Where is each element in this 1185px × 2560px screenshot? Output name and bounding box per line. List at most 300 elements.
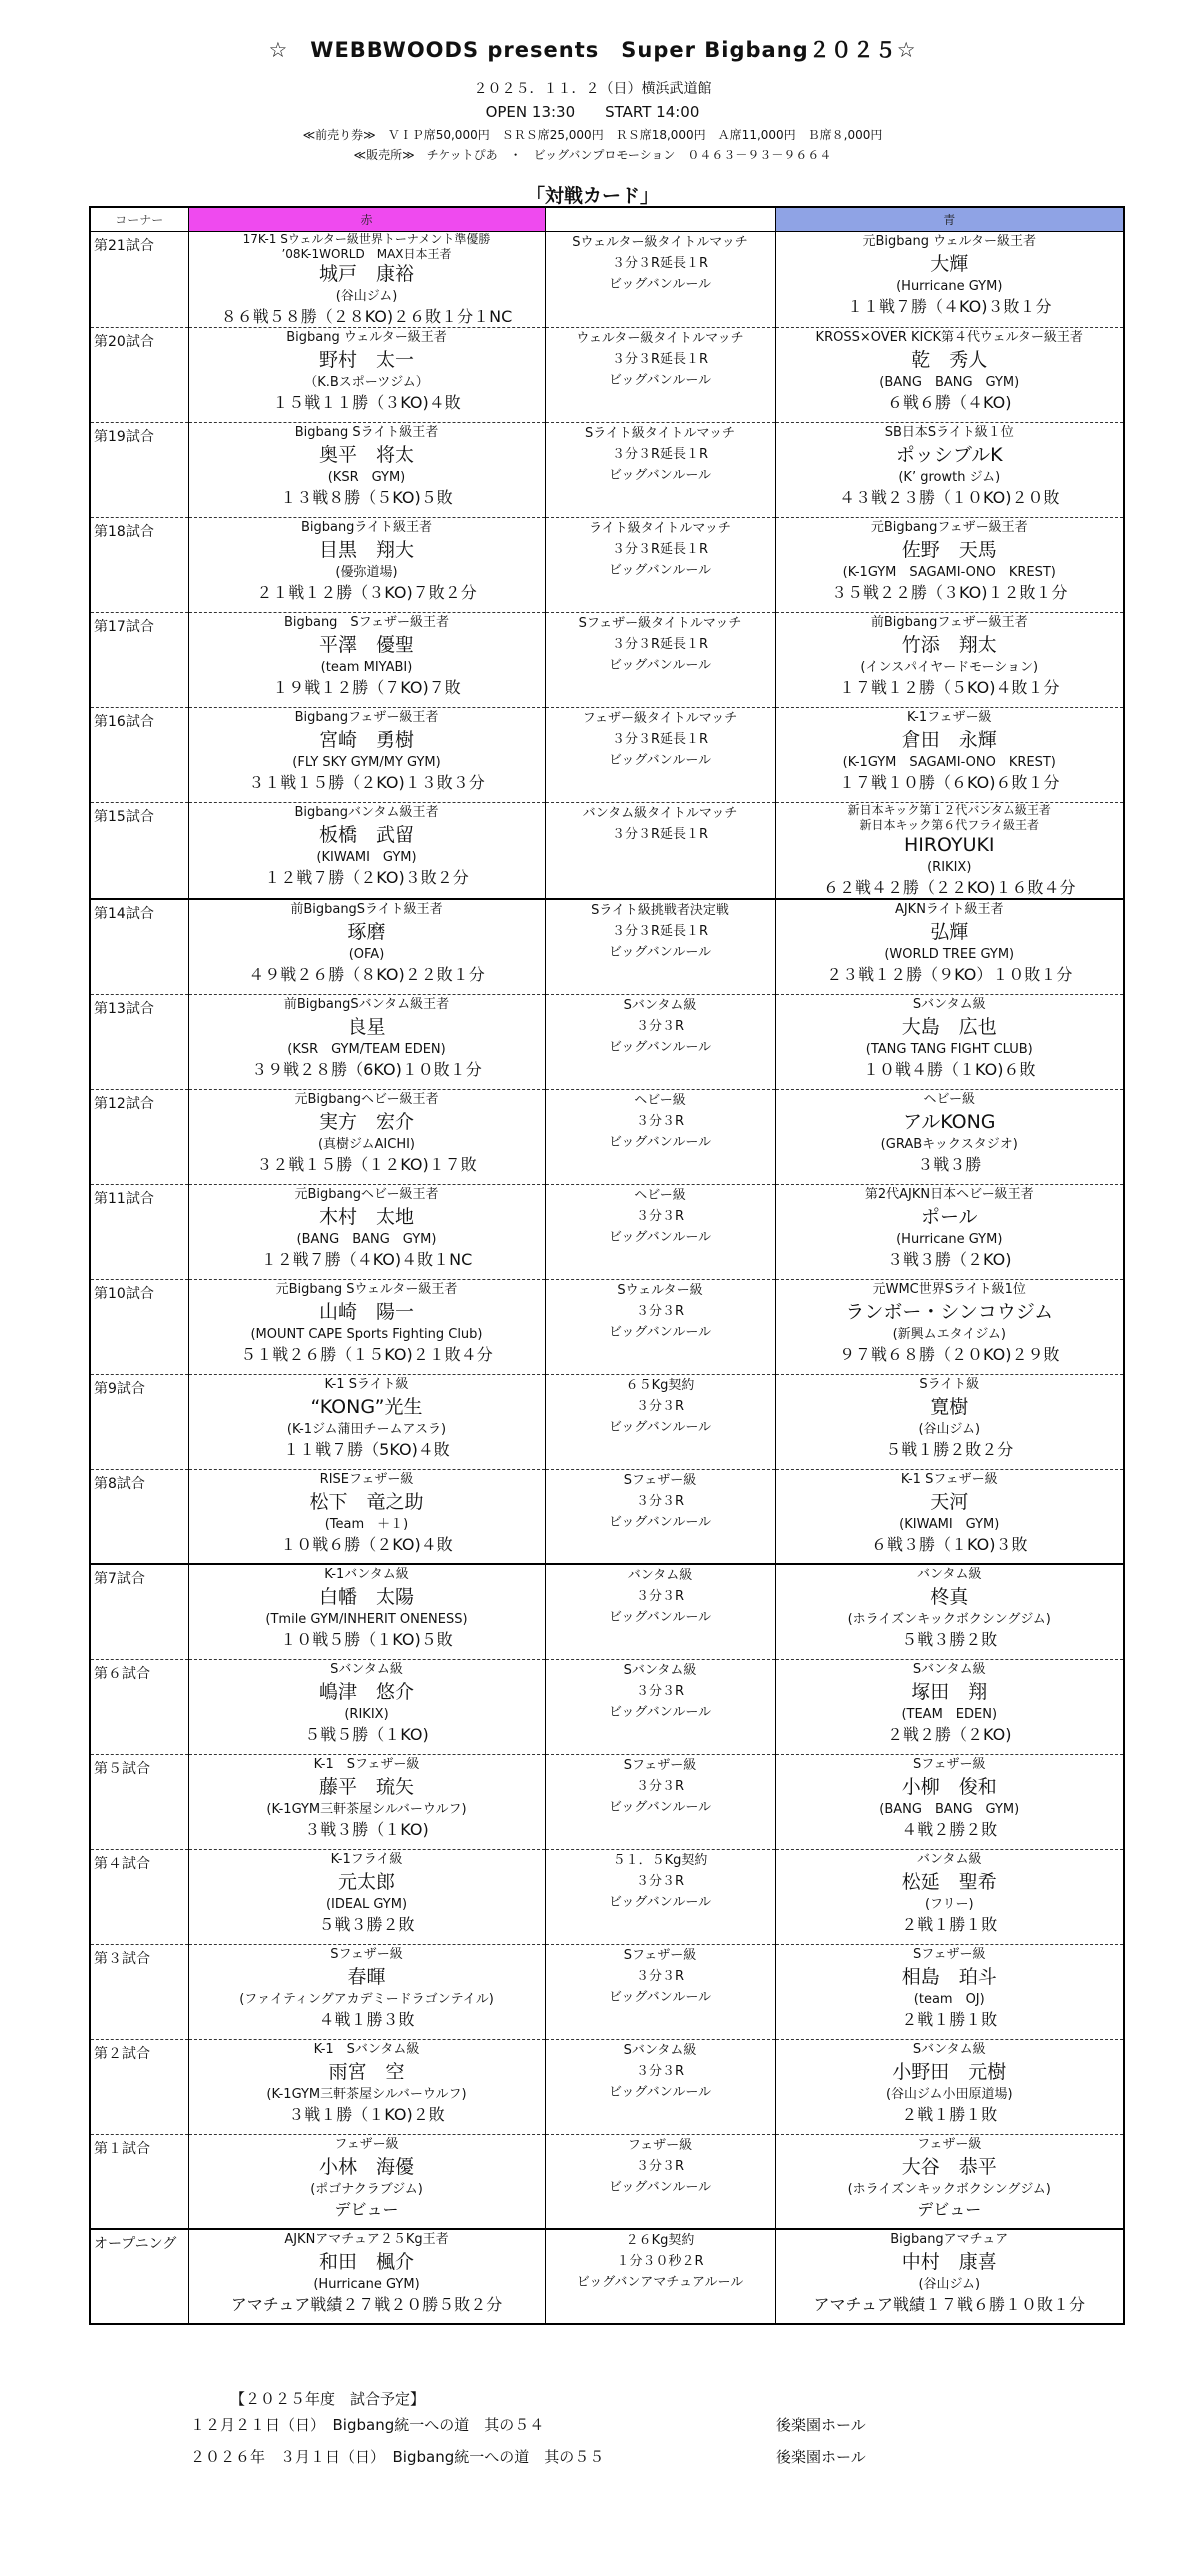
condition-line: Sライト級挑戦者決定戦	[591, 903, 729, 918]
bout-conditions	[545, 899, 775, 994]
fighter-title: KROSS×OVER KICK第４代ウェルター級王者	[815, 330, 1083, 345]
condition-line: ビッグバンルール	[608, 1419, 712, 1435]
fighter-record: ５戦１勝２敗２分	[885, 1439, 1014, 1459]
fighter-gym: (OFA)	[348, 947, 385, 962]
condition-line: ３分３R	[635, 1968, 685, 1984]
fighter-name: 竹添 翔太	[901, 634, 997, 656]
blue-corner-fighter	[775, 1659, 1124, 1754]
fighter-gym: (ファイティングアカデミードラゴンテイル)	[239, 1991, 494, 2007]
fighter-gym: (FLY SKY GYM/MY GYM)	[292, 755, 441, 770]
condition-line: ３分３R延長１R	[611, 256, 709, 271]
schedule-section	[190, 2388, 866, 2473]
fighter-title: Sライト級	[919, 1376, 980, 1392]
fighter-name: ポッシブルK	[895, 444, 1003, 466]
fighter-gym: (谷山ジム)	[335, 289, 398, 304]
fighter-record: ４戦２勝２敗	[901, 1819, 998, 1839]
red-corner-fighter	[188, 1374, 545, 1469]
table-row	[90, 613, 1124, 708]
fighter-title: AJKNライト級王者	[894, 902, 1004, 917]
fighter-gym: (team MIYABI)	[320, 660, 413, 675]
condition-line: ライト級タイトルマッチ	[589, 521, 731, 536]
red-corner-fighter	[188, 328, 545, 423]
blue-corner-fighter	[775, 803, 1124, 900]
fighter-name: 柊真	[930, 1586, 969, 1608]
fighter-name: HIROYUKI	[903, 834, 995, 856]
bout-label: 第３試合	[90, 1944, 188, 2039]
fighter-title: バンタム級	[917, 1567, 982, 1582]
red-corner-fighter	[188, 2134, 545, 2229]
blue-corner-fighter	[775, 708, 1124, 803]
table-row	[90, 1089, 1124, 1184]
red-corner-fighter	[188, 1659, 545, 1754]
fighter-title: Sフェザー級	[912, 1946, 986, 1962]
fighter-record: デビュー	[334, 2199, 399, 2219]
fighter-gym: (BANG BANG GYM)	[296, 1231, 437, 1247]
fighter-gym: (KIWAMI GYM)	[316, 850, 417, 865]
fighter-gym: (フリー)	[924, 1896, 974, 1912]
fighter-title: K-1 Sバンタム級	[313, 2041, 420, 2057]
fighter-name: 相島 珀斗	[901, 1965, 997, 1988]
bout-conditions	[545, 1184, 775, 1279]
condition-line: ３分３R	[635, 1018, 685, 1034]
blue-corner-fighter	[775, 1849, 1124, 1944]
fighter-name: 小柳 俊和	[901, 1775, 997, 1798]
bout-conditions	[545, 518, 775, 613]
condition-line: Sウェルター級	[617, 1282, 703, 1298]
fighter-gym: (谷山ジム)	[918, 2277, 981, 2292]
fighter-gym: (ポゴナクラブジム)	[310, 2181, 423, 2197]
bout-conditions	[545, 1564, 775, 1659]
fighter-title: 元WMC世界Sライト級1位	[872, 1281, 1026, 1297]
fighter-gym: (Hurricane GYM)	[313, 2277, 420, 2292]
condition-line: フェザー級タイトルマッチ	[582, 711, 738, 726]
table-row	[90, 1184, 1124, 1279]
poster-header	[0, 0, 1185, 208]
condition-line: ビッグバンルール	[608, 658, 712, 673]
fighter-name: 宮崎 勇樹	[318, 729, 414, 751]
table-row	[90, 423, 1124, 518]
red-corner-fighter	[188, 613, 545, 708]
condition-line: ３分３R延長１R	[611, 352, 709, 367]
fighter-title: 第2代AJKN日本ヘビー級王者	[864, 1186, 1034, 1202]
red-corner-fighter	[188, 2039, 545, 2134]
fighter-record: ２３戦１２勝（９KO）１０敗１分	[826, 965, 1073, 984]
table-row	[90, 708, 1124, 803]
bout-conditions	[545, 1659, 775, 1754]
fighter-name: 松延 聖希	[901, 1870, 997, 1893]
condition-line: ビッグバンルール	[608, 945, 712, 960]
fighter-name: 板橋 武留	[318, 824, 414, 846]
bout-conditions	[545, 328, 775, 423]
fighter-record: アマチュア戦績１７戦６勝１０敗１分	[813, 2295, 1086, 2314]
fighter-gym: (team OJ)	[913, 1991, 985, 2007]
condition-line: ビッグバンルール	[608, 1324, 712, 1340]
condition-line: ３分３R	[635, 1113, 685, 1129]
fighter-name: 野村 太一	[318, 349, 414, 371]
condition-line: ２６Kg契約	[625, 2233, 695, 2248]
fighter-name: 天河	[930, 1490, 969, 1513]
condition-line: ヘビー級	[634, 1187, 686, 1203]
fighter-record: ８６戦５８勝（２８KO)２６敗１分１NC	[220, 307, 513, 326]
fighter-title: Bigbang Sライト級王者	[294, 425, 439, 440]
fighter-gym: (GRABキックスタジオ)	[880, 1136, 1018, 1152]
table-header-row	[90, 207, 1124, 232]
table-row	[90, 1469, 1124, 1564]
fighter-gym: (BANG BANG GYM)	[879, 375, 1020, 390]
red-corner-fighter	[188, 803, 545, 900]
bout-conditions	[545, 803, 775, 900]
fighter-record: １７戦１２勝（５KO)４敗１分	[839, 678, 1060, 697]
bout-conditions	[545, 2229, 775, 2324]
table-row	[90, 1754, 1124, 1849]
bout-label: 第14試合	[90, 899, 188, 994]
table-row	[90, 328, 1124, 423]
table-row	[90, 1659, 1124, 1754]
condition-line: ビッグバンルール	[608, 1610, 712, 1625]
schedule-venue: 後楽園ホール	[776, 2448, 866, 2466]
condition-line: ビッグバンルール	[608, 1039, 712, 1055]
fighter-record: １０戦６勝（２KO)４敗	[280, 1534, 453, 1554]
fighter-record: アマチュア戦績２７戦２０勝５敗２分	[230, 2295, 503, 2314]
red-corner-fighter	[188, 1089, 545, 1184]
fighter-title: 前Bigbangフェザー級王者	[870, 615, 1028, 630]
condition-line: ３分３R	[635, 1683, 685, 1699]
schedule-event: ２０２６年 ３月１日（日） Bigbang統一への道 其の５５	[190, 2448, 605, 2466]
ticket-sales: ≪販売所≫ チケットぴあ ・ ビッグバンプロモーション ０４６３－９３－９６６４	[353, 148, 832, 162]
bout-label: 第２試合	[90, 2039, 188, 2134]
blue-corner-fighter	[775, 994, 1124, 1089]
fighter-title: K-1 Sフェザー級	[900, 1471, 998, 1487]
table-row	[90, 803, 1124, 900]
blue-corner-header: 青	[775, 207, 1124, 232]
condition-line: ビッグバンルール	[608, 468, 712, 483]
fighter-record: ３戦１勝（１KO)２敗	[288, 2104, 445, 2124]
fighter-title: 元Bigbang ウェルター級王者	[862, 234, 1037, 249]
fighter-record: ５１戦２６勝（１５KO)２１敗４分	[240, 1344, 493, 1364]
event-title: ☆ WEBBWOODS presents Super Bigbang２０２５☆	[268, 38, 917, 62]
bout-conditions	[545, 994, 775, 1089]
fighter-title: ’08K-1WORLD MAX日本王者	[281, 247, 452, 261]
condition-line: ３分３R延長１R	[611, 542, 709, 557]
card-title: 「対戦カード」	[525, 185, 659, 207]
fighter-title: Bigbangバンタム級王者	[294, 805, 439, 820]
bout-label: 第18試合	[90, 518, 188, 613]
bout-conditions	[545, 613, 775, 708]
fighter-record: デビュー	[917, 2199, 982, 2219]
bout-conditions	[545, 2134, 775, 2229]
table-row	[90, 1564, 1124, 1659]
fighter-name: “KONG”光生	[310, 1395, 423, 1418]
schedule-event: １２月２１日（日） Bigbang統一への道 其の５４	[190, 2416, 545, 2434]
bout-conditions	[545, 1279, 775, 1374]
fighter-name: 松下 竜之助	[309, 1490, 424, 1513]
condition-line: Sフェザー級	[623, 1757, 697, 1773]
fighter-gym: (Hurricane GYM)	[896, 1231, 1003, 1247]
blue-corner-fighter	[775, 1944, 1124, 2039]
fighter-title: Bigbang ウェルター級王者	[286, 330, 447, 345]
fighter-title: K-1 Sライト級	[324, 1376, 409, 1392]
fighter-title: K-1 Sフェザー級	[313, 1756, 420, 1772]
blue-corner-fighter	[775, 232, 1124, 328]
blue-corner-fighter	[775, 1184, 1124, 1279]
red-corner-fighter	[188, 518, 545, 613]
fighter-name: 倉田 永輝	[901, 729, 997, 751]
red-corner-fighter	[188, 1469, 545, 1564]
fight-card-table	[89, 206, 1125, 2325]
red-corner-fighter	[188, 1754, 545, 1849]
event-times: OPEN 13:30 START 14:00	[485, 103, 700, 121]
red-corner-fighter	[188, 1184, 545, 1279]
fighter-title: バンタム級	[917, 1851, 982, 1867]
bout-label: 第４試合	[90, 1849, 188, 1944]
fighter-name: 雨宮 空	[328, 2060, 405, 2083]
blue-corner-fighter	[775, 1374, 1124, 1469]
bout-label: 第５試合	[90, 1754, 188, 1849]
fighter-record: ３戦３勝（１KO)	[304, 1819, 429, 1839]
condition-line: ビッグバンルール	[608, 1799, 712, 1815]
blue-corner-fighter	[775, 2134, 1124, 2229]
condition-line: Sウェルター級タイトルマッチ	[572, 235, 748, 250]
bout-conditions	[545, 1469, 775, 1564]
fighter-name: 大輝	[930, 253, 969, 275]
condition-line: Sフェザー級タイトルマッチ	[578, 616, 742, 631]
condition-line: ウェルター級タイトルマッチ	[576, 331, 744, 346]
fighter-name: 弘輝	[930, 921, 969, 943]
red-corner-fighter	[188, 423, 545, 518]
fighter-name: 大島 広也	[901, 1015, 997, 1038]
blue-corner-fighter	[775, 1469, 1124, 1564]
fighter-gym: (K-1GYM SAGAMI-ONO KREST)	[842, 755, 1056, 770]
fighter-title: ヘビー級	[923, 1091, 975, 1107]
condition-line: Sライト級タイトルマッチ	[584, 426, 736, 441]
fighter-record: ４３戦２３勝（１０KO)２０敗	[839, 488, 1060, 507]
fighter-title: K-1フェザー級	[907, 710, 992, 725]
fighter-record: ６２戦４２勝（２２KO)１６敗４分	[823, 878, 1076, 897]
condition-line: ビッグバンルール	[608, 1894, 712, 1910]
fighter-name: 目黒 翔大	[318, 539, 414, 561]
bout-label: 第１試合	[90, 2134, 188, 2229]
blue-corner-fighter	[775, 328, 1124, 423]
fighter-title: Sバンタム級	[330, 1661, 403, 1677]
condition-line: バンタム級	[627, 1568, 693, 1583]
blue-corner-fighter	[775, 613, 1124, 708]
condition-line: Sフェザー級	[623, 1472, 697, 1488]
fighter-title: 元Bigbangヘビー級王者	[294, 1186, 439, 1202]
fighter-gym: （K.Bスポーツジム）	[304, 375, 429, 390]
fighter-title: Sフェザー級	[912, 1756, 986, 1772]
fighter-gym: (RIKIX)	[344, 1706, 389, 1722]
bout-label: 第13試合	[90, 994, 188, 1089]
fighter-title: 新日本キック第１２代バンタム級王者	[847, 803, 1051, 817]
fighter-record: ５戦５勝（１KO)	[304, 1724, 429, 1744]
fighter-record: １３戦８勝（５KO)５敗	[280, 488, 453, 507]
table-row	[90, 1279, 1124, 1374]
fighter-title: Bigbangフェザー級王者	[294, 710, 439, 725]
fighter-gym: (ホライズンキックボクシングジム)	[847, 1612, 1051, 1627]
fighter-gym: (TEAM EDEN)	[901, 1706, 998, 1722]
bout-label: 第15試合	[90, 803, 188, 900]
condition-line: ３分３R	[635, 1208, 685, 1224]
condition-line: ３分３R	[635, 1589, 685, 1604]
fighter-record: １７戦１０勝（６KO)６敗１分	[839, 773, 1060, 792]
schedule-row	[190, 2409, 866, 2441]
bout-label: 第10試合	[90, 1279, 188, 1374]
fighter-title: SB日本Sライト級１位	[884, 425, 1014, 440]
fighter-name: 佐野 天馬	[901, 539, 997, 561]
fighter-gym: (K-1GYM三軒茶屋シルバーウルフ)	[266, 1801, 467, 1817]
blue-corner-fighter	[775, 1754, 1124, 1849]
fighter-title: フェザー級	[917, 2136, 982, 2152]
fighter-title: フェザー級	[334, 2136, 399, 2152]
fighter-gym: (TANG TANG FIGHT CLUB)	[865, 1041, 1033, 1057]
table-row	[90, 2039, 1124, 2134]
condition-line: ３分３R	[635, 2063, 685, 2079]
fighter-gym: (K’ growth ジム)	[898, 470, 1001, 485]
fighter-record: ６戦３勝（１KO)３敗	[871, 1534, 1028, 1554]
bout-conditions	[545, 1944, 775, 2039]
fighter-record: ３５戦２２勝（３KO)１２敗１分	[831, 583, 1068, 602]
event-date: ２０２５．１１．２（日）横浜武道館	[473, 81, 712, 97]
fighter-name: 小野田 元樹	[892, 2060, 1007, 2083]
fighter-gym: (Hurricane GYM)	[896, 279, 1003, 294]
condition-line: ３分３R延長１R	[611, 447, 709, 462]
fighter-name: 山崎 陽一	[318, 1300, 414, 1323]
red-corner-fighter	[188, 994, 545, 1089]
table-row	[90, 1944, 1124, 2039]
schedule-row	[190, 2441, 866, 2473]
bout-label: 第19試合	[90, 423, 188, 518]
table-row	[90, 899, 1124, 994]
fighter-title: 17K-1 Sウェルター級世界トーナメント準優勝	[242, 232, 491, 246]
condition-line: ３分３R延長１R	[611, 924, 709, 939]
condition-line: ビッグバンルール	[608, 1514, 712, 1530]
fighter-record: １５戦１１勝（３KO)４敗	[272, 393, 461, 412]
fighter-name: 嶋津 悠介	[318, 1680, 414, 1703]
condition-line: ３分３R	[635, 1303, 685, 1319]
fighter-gym: (谷山ジム)	[918, 1421, 981, 1437]
bout-conditions	[545, 2039, 775, 2134]
fighter-record: ２戦１勝１敗	[901, 1914, 998, 1934]
condition-line: バンタム級タイトルマッチ	[582, 806, 738, 821]
fighter-record: ３９戦２８勝（6KO)１０敗１分	[251, 1059, 482, 1079]
condition-line: ビッグバンルール	[608, 1704, 712, 1720]
bouts-body	[90, 232, 1124, 2325]
corner-header: コーナー	[90, 207, 188, 232]
fighter-record: １１戦７勝（４KO)３敗１分	[847, 297, 1052, 316]
fighter-record: ４戦１勝３敗	[318, 2009, 415, 2029]
blue-corner-fighter	[775, 1089, 1124, 1184]
condition-line: Sバンタム級	[623, 1662, 697, 1678]
condition-line: Sバンタム級	[623, 997, 697, 1013]
fighter-name: アルKONG	[902, 1110, 996, 1133]
fighter-name: 和田 楓介	[318, 2251, 414, 2273]
fighter-record: ５戦３勝２敗	[901, 1630, 998, 1649]
condition-line: ５１．５Kg契約	[612, 1852, 708, 1868]
bout-conditions	[545, 423, 775, 518]
fighter-gym: (ホライズンキックボクシングジム)	[847, 2181, 1051, 2197]
fighter-record: ２戦２勝（２KO)	[887, 1724, 1012, 1744]
fighter-name: 白幡 太陽	[318, 1586, 414, 1608]
fighter-record: １０戦４勝（１KO)６敗	[863, 1059, 1036, 1079]
table-row	[90, 1374, 1124, 1469]
condition-line: ビッグバンルール	[608, 277, 712, 292]
condition-line: ビッグバンルール	[608, 753, 712, 768]
fighter-title: 新日本キック第６代フライ級王者	[859, 818, 1039, 832]
fighter-name: 春暉	[347, 1965, 386, 1988]
red-corner-fighter	[188, 899, 545, 994]
fighter-title: K-1フライ級	[330, 1851, 403, 1867]
bout-label: 第21試合	[90, 232, 188, 328]
fighter-title: Sバンタム級	[912, 1661, 986, 1677]
condition-line: ３分３R延長１R	[611, 827, 709, 842]
blue-corner-fighter	[775, 423, 1124, 518]
fighter-title: Sバンタム級	[912, 2041, 986, 2057]
condition-header	[545, 207, 775, 232]
bout-label: 第9試合	[90, 1374, 188, 1469]
condition-line: ビッグバンルール	[608, 1134, 712, 1150]
fighter-name: 塚田 翔	[911, 1680, 988, 1703]
fighter-title: 元Bigbangフェザー級王者	[870, 520, 1028, 535]
blue-corner-fighter	[775, 1279, 1124, 1374]
condition-line: フェザー級	[627, 2137, 693, 2153]
red-corner-fighter	[188, 2229, 545, 2324]
condition-line: ３分３R	[635, 1398, 685, 1414]
fighter-gym: (Tmile GYM/INHERIT ONENESS)	[265, 1612, 468, 1627]
fighter-name: 平澤 優聖	[318, 634, 414, 656]
fighter-name: ポール	[920, 1205, 978, 1228]
fighter-record: ３戦３勝	[917, 1154, 982, 1174]
fighter-name: 乾 秀人	[911, 349, 988, 371]
fighter-record: １２戦７勝（２KO)３敗２分	[264, 868, 469, 887]
fighter-name: 大谷 恭平	[901, 2155, 997, 2178]
fighter-name: 小林 海優	[318, 2155, 414, 2178]
red-corner-header: 赤	[188, 207, 545, 232]
condition-line: ビッグバンルール	[608, 1989, 712, 2005]
condition-line: ビッグバンルール	[608, 1229, 712, 1245]
fighter-name: 藤平 琉矢	[318, 1775, 414, 1798]
fighter-title: 元Bigbangヘビー級王者	[294, 1091, 439, 1107]
fighter-gym: (KSR GYM)	[327, 470, 406, 485]
fighter-name: 寛樹	[930, 1395, 969, 1418]
condition-line: ビッグバンルール	[608, 563, 712, 578]
bout-conditions	[545, 1374, 775, 1469]
fighter-title: Bigbang Sフェザー級王者	[283, 615, 450, 630]
fighter-record: ３１戦１５勝（２KO)１３敗３分	[248, 773, 485, 792]
condition-line: ３分３R延長１R	[611, 637, 709, 652]
bout-label: 第12試合	[90, 1089, 188, 1184]
fighter-record: ５戦３勝２敗	[318, 1914, 415, 1934]
condition-line: ビッグバンルール	[608, 2179, 712, 2195]
condition-line: ３分３R	[635, 1778, 685, 1794]
fighter-name: 元太郎	[337, 1870, 395, 1893]
fighter-gym: (RIKIX)	[927, 860, 972, 875]
fighter-gym: (WORLD TREE GYM)	[884, 947, 1015, 962]
fighter-record: ９７戦６８勝（２０KO)２９敗	[839, 1344, 1060, 1364]
fighter-record: ４９戦２６勝（８KO)２２敗１分	[248, 965, 485, 984]
bout-label: 第11試合	[90, 1184, 188, 1279]
fighter-record: ２１戦１２勝（３KO)７敗２分	[256, 583, 477, 602]
table-row	[90, 1849, 1124, 1944]
condition-line: ３分３R延長１R	[611, 732, 709, 747]
fighter-name: 中村 康喜	[901, 2251, 997, 2273]
fighter-record: １０戦５勝（１KO)５敗	[280, 1630, 453, 1649]
fighter-title: 前BigbangSライト級王者	[290, 902, 443, 917]
bout-label: 第8試合	[90, 1469, 188, 1564]
condition-line: ３分３R	[635, 1873, 685, 1889]
condition-line: １分３０秒２R	[616, 2254, 704, 2269]
fighter-name: 琢磨	[347, 921, 386, 943]
fighter-title: AJKNアマチュア２５Kg王者	[284, 2232, 449, 2247]
